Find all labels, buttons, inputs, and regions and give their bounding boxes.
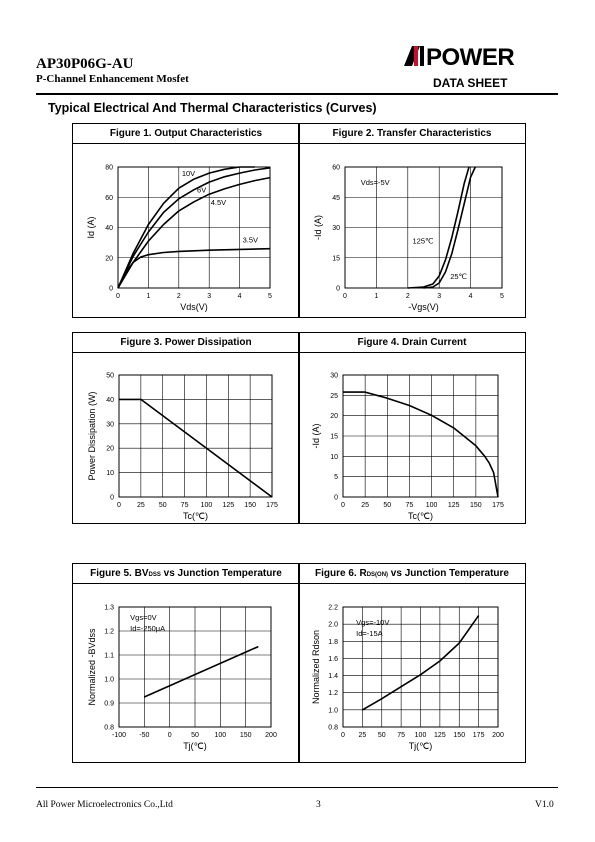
fig6-xtick-label: 75 [397,732,406,739]
fig3-xtick-label: 75 [180,502,189,509]
fig1-annotation: 10V [181,169,196,179]
fig5-annotation: Vgs=0V [130,613,157,623]
fig1-ytick-label: 40 [105,225,113,232]
figure-2-chart [299,144,527,319]
fig1-annotation: 4.5V [210,197,227,207]
fig2-ytick-label: 60 [332,164,340,172]
fig1-yaxis-label: Id (A) [86,216,96,239]
figure-1-title-text: Figure 1. Output Characteristics [109,128,263,139]
fig5-xtick-label: 150 [239,732,252,739]
datasheet-label: DATA SHEET [433,76,508,90]
fig4-ytick-label: 10 [330,453,338,461]
fig1-annotation: 3.5V [242,235,259,245]
fig2-annotation: 25℃ [450,271,467,281]
fig3-xtick-label: 25 [136,502,145,509]
fig5-xtick-label: 50 [191,732,199,739]
fig5-series-line-0 [144,647,258,697]
figure-3-panel [72,332,300,524]
footer-company: All Power Microelectronics Co.,Ltd [36,800,173,810]
fig6-ytick-label: 1.4 [328,673,338,681]
fig4-xtick-label: 75 [405,502,414,509]
fig3-xtick-label: 125 [222,502,235,509]
figure-6-panel [298,563,526,763]
fig4-xtick-label: 0 [341,502,345,509]
fig2-xaxis-label: -Vgs(V) [408,302,439,312]
fig1-ytick-label: 80 [105,164,113,172]
fig6-ytick-label: 1.8 [328,638,338,646]
fig4-series-line-0 [343,392,498,497]
fig3-plot-frame [119,375,272,497]
figure-2-title [299,124,525,144]
fig3-ytick-label: 10 [106,470,114,478]
page-number: 3 [316,800,321,810]
fig4-xtick-label: 125 [447,502,460,509]
fig6-xaxis-label: Tj(℃) [408,741,433,751]
fig6-xtick-label: 0 [341,732,345,739]
fig3-xtick-label: 175 [266,502,278,509]
fig2-xtick-label: 3 [437,293,442,300]
fig6-xtick-label: 50 [377,732,386,739]
figure-4-chart [299,353,527,525]
fig5-yaxis-label: Normalized -BVdss [87,628,97,706]
figure-4-panel [298,332,526,524]
fig3-xtick-label: 50 [158,502,167,509]
figure-6-title-rest: vs Junction Temperature [388,568,509,579]
fig1-xtick-label: 5 [268,293,272,300]
brand-logo-text: POWER [426,44,515,71]
figure-6-title-sub: DS(ON) [366,572,389,578]
figure-5-panel [72,563,300,763]
fig3-xtick-label: 0 [117,502,121,509]
fig3-xtick-label: 150 [244,502,256,509]
fig6-ytick-label: 2.0 [328,621,338,629]
fig3-xaxis-label: Tc(℃) [182,511,209,521]
fig4-ytick-label: 20 [330,413,338,421]
fig4-ytick-label: 30 [330,372,338,380]
fig2-xtick-label: 0 [343,293,347,300]
fig1-xaxis-label: Vds(V) [180,302,208,312]
fig5-xtick-label: 100 [214,732,227,739]
fig6-ytick-label: 0.8 [328,724,338,732]
fig4-xtick-label: 100 [425,502,438,509]
fig6-xtick-label: 175 [472,732,485,739]
figure-5-chart [73,584,301,764]
fig6-ytick-label: 1.0 [328,707,338,715]
fig3-yaxis-label: Power Dissipation (W) [87,391,97,481]
fig5-xtick-label: -50 [139,732,150,739]
figure-3-title [73,333,299,353]
figure-4-title [299,333,525,353]
fig1-annotation: 6V [197,185,207,195]
fig1-ytick-label: 0 [109,285,113,293]
figure-1-panel [72,123,300,318]
figure-5-title [73,564,299,584]
figure-3-title-text: Figure 3. Power Dissipation [120,337,252,348]
figure-5-title-sub: DSS [148,572,161,578]
fig5-annotation: Id=-250μA [130,624,166,633]
fig1-xtick-label: 1 [146,293,151,300]
fig5-ytick-label: 1.0 [104,676,114,684]
fig4-ytick-label: 15 [330,433,338,441]
fig2-xtick-label: 5 [500,293,504,300]
fig6-xtick-label: 25 [358,732,367,739]
section-title: Typical Electrical And Thermal Characteristics (Curves) [48,101,377,115]
fig6-xtick-label: 200 [492,732,504,739]
fig2-ytick-label: 30 [332,225,340,232]
fig5-xtick-label: -100 [111,732,127,739]
part-number: AP30P06G-AU [36,56,134,72]
fig5-ytick-label: 1.1 [104,652,114,660]
figure-1-title [73,124,299,144]
fig2-ytick-label: 15 [332,255,340,263]
fig2-xtick-label: 4 [468,293,473,300]
fig6-xtick-label: 125 [434,732,446,739]
fig3-ytick-label: 20 [106,445,114,453]
fig4-yaxis-label: -Id (A) [311,423,321,449]
figure-3-chart [73,353,301,525]
fig3-ytick-label: 50 [106,372,114,380]
figure-6-title-main: Figure 6. R [315,568,367,579]
figure-5-title-rest: vs Junction Temperature [160,568,282,579]
fig4-xaxis-label: Tc(℃) [407,511,434,521]
fig4-ytick-label: 0 [334,494,338,502]
fig2-xtick-label: 1 [374,293,379,300]
fig2-xtick-label: 2 [405,293,410,300]
fig5-ytick-label: 1.3 [104,604,114,612]
fig1-xtick-label: 4 [237,293,242,300]
figure-2-title-text: Figure 2. Transfer Characteristics [332,128,492,139]
fig1-xtick-label: 2 [176,293,181,300]
fig4-xtick-label: 50 [383,502,392,509]
fig5-xtick-label: 0 [167,732,172,739]
fig3-ytick-label: 30 [106,421,114,429]
fig6-xtick-label: 150 [453,732,466,739]
figure-1-chart [73,144,301,319]
fig3-ytick-label: 40 [106,396,114,404]
header-divider [36,93,558,95]
fig6-annotation: Vgs=-10V [356,618,390,627]
fig3-xtick-label: 100 [200,502,213,509]
fig1-series-line-1 [118,168,270,288]
footer-version: V1.0 [535,800,554,810]
fig6-ytick-label: 1.6 [328,655,338,663]
fig5-ytick-label: 0.9 [104,700,114,708]
figure-6-chart [299,584,527,764]
device-subtitle: P-Channel Enhancement Mosfet [36,73,189,85]
fig6-ytick-label: 1.2 [328,690,338,698]
figure-4-title-text: Figure 4. Drain Current [357,337,467,348]
fig1-xtick-label: 0 [116,293,120,300]
fig5-xaxis-label: Tj(℃) [183,741,207,751]
fig1-series-line-2 [118,178,270,288]
fig1-series-line-3 [118,249,270,288]
fig5-ytick-label: 1.2 [104,628,114,636]
fig6-xtick-label: 100 [414,732,427,739]
footer-divider [36,787,558,788]
fig2-annotation: Vds=-5V [360,178,390,188]
fig2-ytick-label: 45 [332,194,340,202]
fig1-ytick-label: 60 [105,194,113,202]
figure-6-title [299,564,525,584]
fig6-yaxis-label: Normalized Rdson [311,629,321,705]
fig5-xtick-label: 200 [265,732,277,739]
fig3-ytick-label: 0 [110,494,114,502]
fig5-ytick-label: 0.8 [104,724,114,732]
fig6-annotation: Id=-15A [356,629,383,639]
fig1-ytick-label: 20 [105,255,113,263]
fig2-yaxis-label: -Id (A) [313,214,323,241]
fig4-ytick-label: 5 [334,474,338,482]
fig2-ytick-label: 0 [336,285,340,293]
fig4-xtick-label: 25 [361,502,370,509]
fig4-ytick-label: 25 [330,392,338,400]
fig2-annotation: 125℃ [412,236,434,246]
fig4-xtick-label: 150 [470,502,482,509]
figure-5-title-main: Figure 5. BV [90,568,149,579]
figure-2-panel [298,123,526,318]
fig1-xtick-label: 3 [207,293,212,300]
fig4-xtick-label: 175 [492,502,504,509]
fig6-ytick-label: 2.2 [328,604,338,612]
